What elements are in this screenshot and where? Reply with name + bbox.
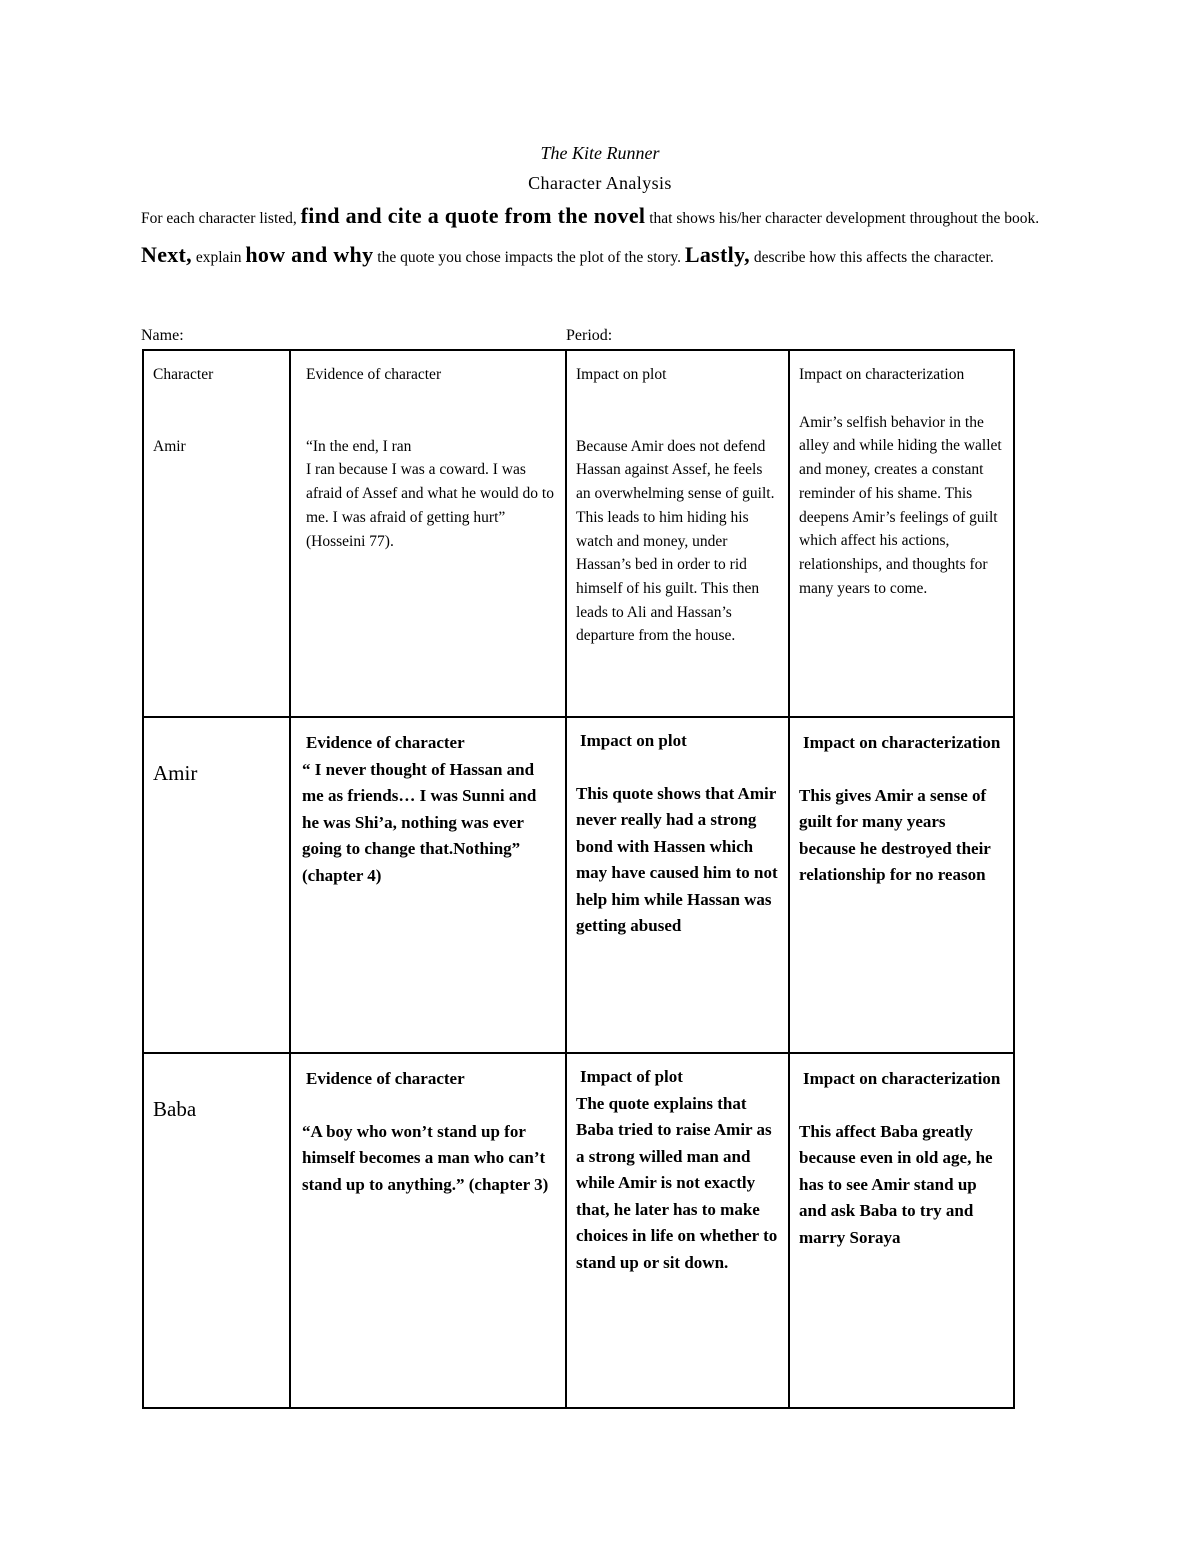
plot-header: Impact on plot — [580, 731, 687, 750]
instructions-emphasis-how-why: how and why — [245, 242, 374, 267]
characterization-text: This affect Baba greatly because even in old age, he has to see Amir stand up and ask Baba to try and marry Soraya — [799, 1121, 993, 1247]
evidence-cell — [290, 350, 566, 717]
evidence-cell — [290, 717, 566, 1053]
plot-text: This quote shows that Amir never really had a strong bond with Hassen which may have caused him to not help him while Hassan was getting abused — [576, 783, 778, 935]
plot-cell — [566, 350, 789, 717]
instructions-text-5: describe how this affects the character. — [749, 249, 994, 266]
instructions-text-3: explain — [191, 249, 246, 266]
col-header-plot: Impact on plot — [576, 366, 667, 383]
document-title: The Kite Runner — [540, 143, 660, 163]
evidence-header: Evidence of character — [306, 733, 465, 752]
character-cell — [143, 717, 290, 1053]
character-cell — [143, 1053, 290, 1408]
character-name: Amir — [153, 761, 198, 785]
table-row — [143, 717, 1014, 1053]
characterization-cell — [789, 350, 1014, 717]
character-analysis-table — [142, 349, 1015, 1409]
plot-cell — [566, 1053, 789, 1408]
instructions-text-4: the quote you chose impacts the plot of the story. — [373, 249, 685, 266]
instructions-emphasis-next: Next, — [141, 242, 192, 267]
evidence-header: Evidence of character — [306, 1069, 465, 1088]
col-header-evidence: Evidence of character — [306, 366, 442, 383]
document-subtitle: Character Analysis — [528, 173, 672, 193]
period-label: Period: — [566, 327, 613, 344]
characterization-cell — [789, 717, 1014, 1053]
evidence-text: “A boy who won’t stand up for himself becomes a man who can’t stand up to anything.” (chapter 3) — [302, 1121, 549, 1194]
col-header-character: Character — [153, 366, 214, 383]
character-cell — [143, 350, 290, 717]
characterization-header: Impact on characterization — [803, 733, 1001, 752]
name-label: Name: — [141, 327, 184, 344]
evidence-cell — [290, 1053, 566, 1408]
plot-text: The quote explains that Baba tried to raise Amir as a strong willed man and while Amir is not exactly that, he later has to make choices in life on whether to stand up or sit down. — [576, 1093, 778, 1272]
col-header-characterization: Impact on characterization — [799, 366, 965, 383]
character-name: Baba — [153, 1097, 197, 1121]
table-row — [143, 350, 1014, 717]
characterization-header: Impact on characterization — [803, 1069, 1001, 1088]
plot-cell — [566, 717, 789, 1053]
instructions-emphasis-quote: find and cite a quote from the novel — [300, 203, 646, 228]
plot-header: Impact of plot — [580, 1067, 683, 1086]
evidence-text: “ I never thought of Hassan and me as friends… I was Sunni and he was Shi’a, nothing was ever going to change that.Nothing” (chapter 4) — [302, 759, 537, 885]
character-name: Amir — [153, 437, 186, 455]
instructions-text-2: that shows his/her character development throughout the book. — [645, 210, 1040, 227]
characterization-cell — [789, 1053, 1014, 1408]
plot-text: Because Amir does not defend Hassan against Assef, he feels an overwhelming sense of guilt. This leads to him hiding his watch and money, under Hassan’s bed in order to rid himself of his guilt. This then leads to Ali and Hassan’s departure from the house. — [576, 437, 775, 645]
instructions — [141, 198, 1071, 276]
instructions-emphasis-lastly: Lastly, — [684, 242, 750, 267]
characterization-text: Amir’s selfish behavior in the alley and while hiding the wallet and money, creates a constant reminder of his shame. This deepens Amir’s feelings of guilt which affect his actions, relationships, and thoughts for many years to come. — [799, 413, 1002, 597]
evidence-text: “In the end, I ran I ran because I was a coward. I was afraid of Assef and what he would do to me. I was afraid of getting hurt” (Hosseini 77). — [306, 437, 554, 550]
table-row — [143, 1053, 1014, 1408]
instructions-text-1: For each character listed, — [141, 210, 301, 227]
characterization-text: This gives Amir a sense of guilt for many years because he destroyed their relationship for no reason — [799, 785, 991, 884]
